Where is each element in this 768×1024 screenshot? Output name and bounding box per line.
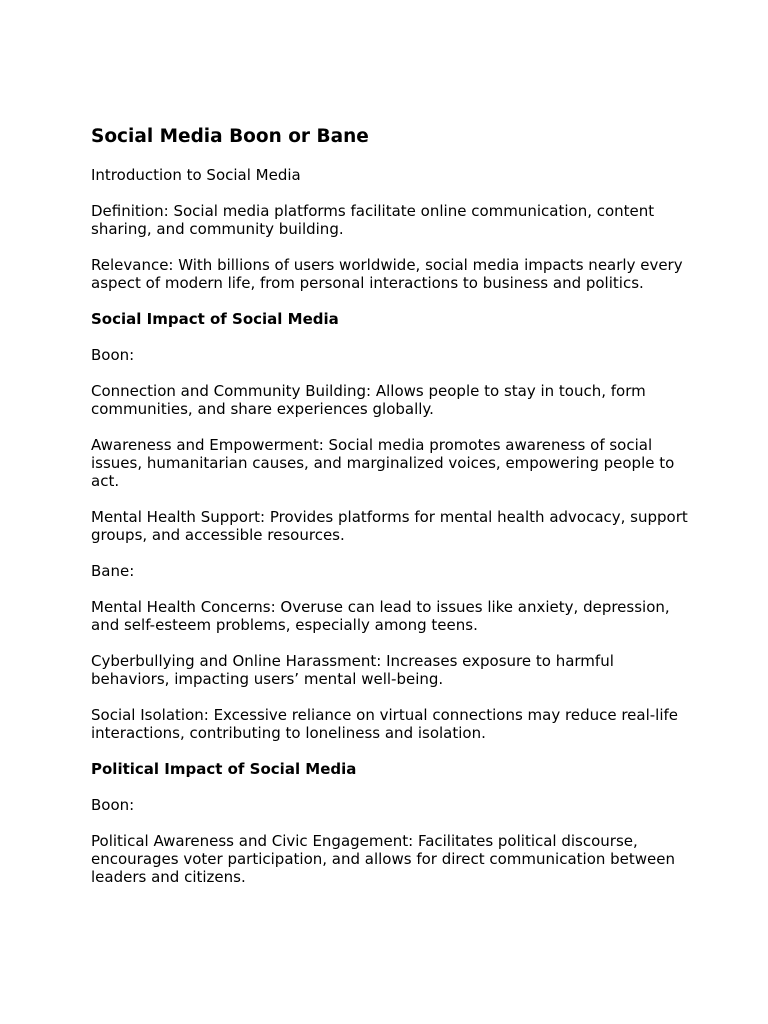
social-bane-item-isolation: Social Isolation: Excessive reliance on virtual connections may reduce real-life interactions, contributing to loneliness and isolation. — [91, 706, 679, 742]
relevance-paragraph: Relevance: With billions of users worldwide, social media impacts nearly every aspect of modern life, from personal interactions to business and politics. — [91, 256, 683, 292]
social-boon-item-awareness: Awareness and Empowerment: Social media promotes awareness of social issues, humanitarian causes, and marginalized voices, empowering people to act. — [91, 436, 675, 490]
social-boon-item-mental-health-support: Mental Health Support: Provides platforms for mental health advocacy, support groups, and accessible resources. — [91, 508, 688, 544]
social-bane-label: Bane: — [91, 562, 135, 580]
social-boon-item-connection: Connection and Community Building: Allows people to stay in touch, form communities, and share experiences globally. — [91, 382, 646, 418]
social-impact-heading: Social Impact of Social Media — [91, 310, 339, 328]
political-boon-item-civic-engagement: Political Awareness and Civic Engagement: Facilitates political discourse, encourages voter participation, and allows for direct communication between leaders and citizens. — [91, 832, 676, 886]
intro-heading: Introduction to Social Media — [91, 166, 301, 184]
definition-paragraph: Definition: Social media platforms facilitate online communication, content sharing, and community building. — [91, 202, 655, 238]
political-boon-label: Boon: — [91, 796, 135, 814]
document-title: Social Media Boon or Bane — [91, 126, 369, 147]
social-boon-label: Boon: — [91, 346, 135, 364]
document-page — [91, 124, 691, 904]
social-bane-item-mental-health-concerns: Mental Health Concerns: Overuse can lead to issues like anxiety, depression, and self-esteem problems, especially among teens. — [91, 598, 670, 634]
social-bane-item-cyberbullying: Cyberbullying and Online Harassment: Increases exposure to harmful behaviors, impacting users’ mental well-being. — [91, 652, 614, 688]
political-impact-heading: Political Impact of Social Media — [91, 760, 357, 778]
